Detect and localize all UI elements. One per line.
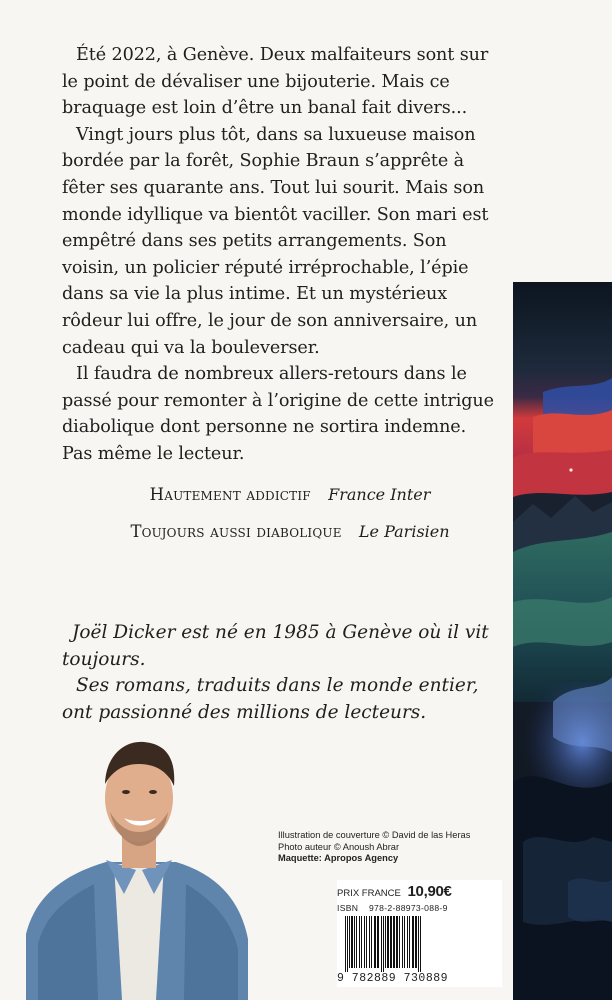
barcode-bar bbox=[385, 916, 386, 968]
synopsis-paragraph-1: Été 2022, à Genève. Deux malfaiteurs sont sur le point de dévaliser une bijouterie. Mais ce braquage est loin d’être un banal fait divers... bbox=[62, 45, 489, 119]
press-quotes bbox=[62, 485, 518, 559]
barcode-bar bbox=[387, 916, 389, 968]
price-line bbox=[337, 883, 452, 900]
barcode-bar bbox=[366, 916, 367, 968]
photo-credit: Photo auteur © Anoush Abrar bbox=[278, 841, 400, 852]
barcode-bar bbox=[415, 916, 417, 968]
barcode-bar bbox=[349, 916, 350, 968]
barcode-bar bbox=[399, 916, 400, 968]
ean-barcode bbox=[337, 916, 502, 972]
barcode-digits: 9 782889 730889 bbox=[337, 972, 449, 985]
barcode-bar bbox=[381, 916, 382, 972]
barcode-bar bbox=[371, 916, 372, 968]
quote-source: Le Parisien bbox=[358, 522, 450, 541]
cover-credit: Illustration de couverture © David de las Heras bbox=[278, 830, 471, 840]
barcode-bar bbox=[374, 916, 376, 968]
barcode-bar bbox=[418, 916, 419, 972]
barcode-bar bbox=[404, 916, 405, 968]
barcode-bar bbox=[364, 916, 365, 968]
synopsis bbox=[62, 42, 498, 468]
barcode-bar bbox=[351, 916, 353, 968]
barcode-block bbox=[337, 880, 502, 987]
painting-illustration bbox=[513, 282, 612, 1000]
barcode-bar bbox=[390, 916, 392, 968]
barcode-bar bbox=[383, 916, 384, 972]
synopsis-paragraph-3: Il faudra de nombreux allers-retours dans le passé pour remonter à l’origine de cette intrigue diabolique dont personne ne sortira indemne. Pas même le lecteur. bbox=[62, 364, 494, 464]
barcode-bar bbox=[409, 916, 410, 968]
barcode-bar bbox=[354, 916, 355, 968]
author-bio bbox=[62, 620, 502, 726]
isbn-label: ISBN bbox=[337, 903, 359, 913]
price-value: 10,90€ bbox=[407, 883, 452, 900]
press-quote bbox=[62, 522, 518, 542]
quote-source: France Inter bbox=[328, 485, 431, 504]
author-portrait bbox=[26, 734, 248, 1000]
barcode-bar bbox=[377, 916, 379, 968]
synopsis-paragraph-2: Vingt jours plus tôt, dans sa luxueuse maison bordée par la forêt, Sophie Braun s’apprête à fêter ses quarante ans. Tout lui sourit. Mais son monde idyllique va bientôt vaciller. Son mari est empêtré dans ses petits arrangements. Son voisin, un policier réputé irréprochable, l’épie dans sa vie la plus intime. Et un mystérieux rôdeur lui offre, le jour de son anniversaire, un cadeau qui va la bouleverser. bbox=[62, 124, 489, 358]
barcode-bar bbox=[393, 916, 395, 968]
barcode-bar bbox=[359, 916, 360, 968]
bio-line-1: Joël Dicker est né en 1985 à Genève où il vit toujours. bbox=[62, 622, 489, 670]
quote-text: Hautement addictif bbox=[149, 485, 311, 504]
isbn-value: 978-2-88973-088-9 bbox=[368, 903, 448, 913]
barcode-bar bbox=[420, 916, 421, 972]
barcode-bar bbox=[345, 916, 346, 972]
bio-line-2: Ses romans, traduits dans le monde entier, ont passionné des millions de lecteurs. bbox=[62, 675, 479, 723]
credits bbox=[278, 830, 498, 865]
barcode-bar bbox=[347, 916, 348, 972]
cover-art-strip bbox=[513, 282, 612, 1000]
barcode-bar bbox=[361, 916, 362, 968]
barcode-bar bbox=[356, 916, 357, 968]
price-label: PRIX FRANCE bbox=[337, 888, 401, 899]
barcode-bar bbox=[402, 916, 403, 968]
press-quote bbox=[62, 485, 518, 505]
quote-text: Toujours aussi diabolique bbox=[130, 522, 342, 541]
barcode-bar bbox=[412, 916, 414, 968]
author-photo bbox=[26, 734, 248, 1000]
layout-credit: Maquette: Apropos Agency bbox=[278, 853, 399, 864]
isbn-line bbox=[337, 903, 448, 913]
barcode-bar bbox=[369, 916, 370, 968]
barcode-bar bbox=[396, 916, 398, 968]
barcode-bar bbox=[407, 916, 408, 968]
